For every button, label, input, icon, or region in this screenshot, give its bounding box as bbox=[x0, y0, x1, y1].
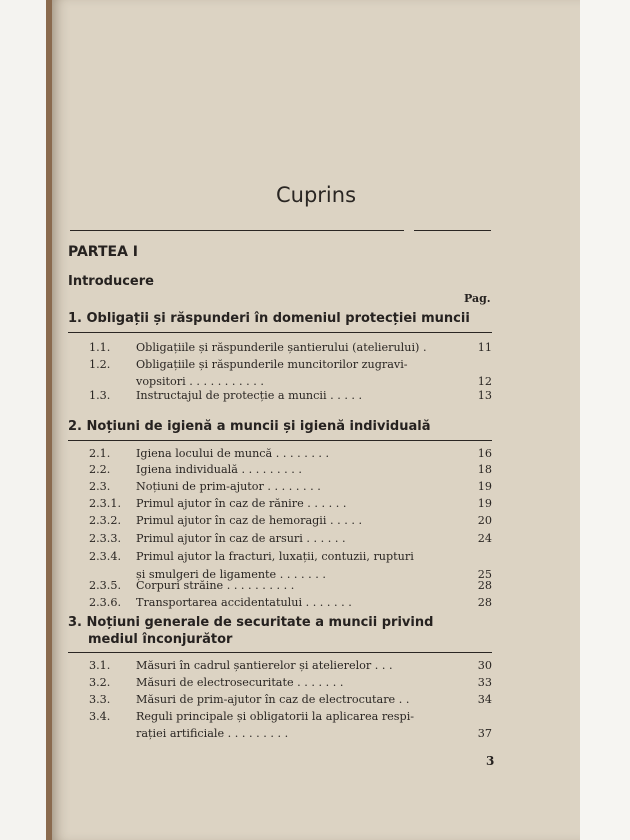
section-heading bbox=[68, 310, 470, 327]
entry-page: 11 bbox=[477, 341, 492, 354]
entry-page: 13 bbox=[477, 389, 492, 402]
toc-entry bbox=[52, 659, 580, 676]
toc-entry bbox=[52, 447, 580, 464]
entry-title: Reguli principale și obligatorii la aplicarea respi- bbox=[136, 710, 415, 723]
entry-title: și smulgeri de ligamente . . . . . . . bbox=[136, 568, 326, 581]
section-heading-line: 3. Noțiuni generale de securitate a muncii privind bbox=[68, 615, 434, 630]
entry-title: Primul ajutor în caz de arsuri . . . . . . bbox=[136, 532, 346, 545]
background-strip bbox=[580, 0, 630, 840]
entry-page: 25 bbox=[477, 568, 492, 581]
toc-entry bbox=[52, 676, 580, 693]
toc-entry bbox=[52, 389, 580, 406]
entry-number: 3.1. bbox=[89, 659, 111, 672]
entry-number: 2.3.6. bbox=[89, 596, 122, 609]
entry-number: 1.1. bbox=[89, 341, 111, 354]
entry-page: 28 bbox=[477, 596, 492, 609]
toc-entry bbox=[52, 358, 580, 375]
toc-entry bbox=[52, 550, 580, 567]
entry-page: 34 bbox=[477, 693, 492, 706]
entry-number: 2.3.5. bbox=[89, 579, 122, 592]
entry-title: Corpuri străine . . . . . . . . . . bbox=[136, 579, 295, 592]
entry-number: 2.3.3. bbox=[89, 532, 122, 545]
toc-entry bbox=[52, 596, 580, 613]
entry-page: 30 bbox=[477, 659, 492, 672]
entry-page: 33 bbox=[477, 676, 492, 689]
section-rule bbox=[68, 332, 492, 333]
entry-title: Instructajul de protecție a muncii . . . . . bbox=[136, 389, 363, 402]
entry-title: Igiena locului de muncă . . . . . . . . bbox=[136, 447, 330, 460]
entry-number: 2.2. bbox=[89, 463, 111, 476]
page-title: Cuprins bbox=[275, 183, 357, 207]
toc-entry bbox=[52, 480, 580, 497]
entry-title: Măsuri în cadrul șantierelor și atelierelor . . . bbox=[136, 659, 393, 672]
page-column-label: Pag. bbox=[464, 292, 491, 305]
title-rule-right bbox=[414, 230, 491, 231]
toc-entry bbox=[52, 693, 580, 710]
entry-title: Primul ajutor în caz de rănire . . . . . . bbox=[136, 497, 347, 510]
entry-number: 2.3. bbox=[89, 480, 111, 493]
book-page bbox=[52, 0, 580, 840]
section-rule bbox=[68, 652, 492, 653]
toc-entry bbox=[52, 514, 580, 531]
intro-heading: Introducere bbox=[68, 274, 154, 289]
entry-page: 28 bbox=[477, 579, 492, 592]
entry-title: vopsitori . . . . . . . . . . . bbox=[136, 375, 264, 388]
entry-number: 1.2. bbox=[89, 358, 111, 371]
toc-entry bbox=[52, 579, 580, 596]
entry-page: 16 bbox=[477, 447, 492, 460]
entry-title: Primul ajutor în caz de hemoragii . . . . . bbox=[136, 514, 363, 527]
entry-title: Transportarea accidentatului . . . . . . . bbox=[136, 596, 352, 609]
entry-number: 2.3.2. bbox=[89, 514, 122, 527]
entry-title: Măsuri de prim-ajutor în caz de electrocutare . . bbox=[136, 693, 410, 706]
entry-page: 19 bbox=[477, 480, 492, 493]
toc-entry bbox=[52, 532, 580, 549]
toc-entry bbox=[52, 341, 580, 358]
entry-title: Noțiuni de prim-ajutor . . . . . . . . bbox=[136, 480, 321, 493]
section-heading-line: 1. Obligații și răspunderi în domeniul protecției muncii bbox=[68, 311, 470, 326]
entry-number: 2.1. bbox=[89, 447, 111, 460]
section-heading bbox=[68, 418, 431, 435]
entry-number: 3.3. bbox=[89, 693, 111, 706]
entry-page: 12 bbox=[477, 375, 492, 388]
entry-title: Igiena individuală . . . . . . . . . bbox=[136, 463, 302, 476]
entry-title: Obligațiile și răspunderile șantierului (atelierului) . bbox=[136, 341, 427, 354]
section-heading-line: 2. Noțiuni de igienă a muncii și igienă individuală bbox=[68, 419, 431, 434]
toc-entry bbox=[52, 727, 580, 744]
entry-number: 3.4. bbox=[89, 710, 111, 723]
toc-entry bbox=[52, 497, 580, 514]
entry-title: Obligațiile și răspunderile muncitorilor zugravi- bbox=[136, 358, 408, 371]
section-heading-line: mediul înconjurător bbox=[88, 632, 233, 647]
page-number: 3 bbox=[486, 754, 495, 768]
entry-title: Măsuri de electrosecuritate . . . . . . . bbox=[136, 676, 344, 689]
toc-entry bbox=[52, 710, 580, 727]
entry-title: rației artificiale . . . . . . . . . bbox=[136, 727, 289, 740]
entry-number: 2.3.1. bbox=[89, 497, 122, 510]
entry-page: 18 bbox=[477, 463, 492, 476]
section-heading bbox=[68, 614, 433, 648]
entry-number: 1.3. bbox=[89, 389, 111, 402]
title-rule-left bbox=[70, 230, 404, 231]
entry-page: 19 bbox=[477, 497, 492, 510]
entry-page: 20 bbox=[477, 514, 492, 527]
part-heading: PARTEA I bbox=[68, 244, 138, 260]
entry-title: Primul ajutor la fracturi, luxații, contuzii, rupturi bbox=[136, 550, 414, 563]
toc-entry bbox=[52, 463, 580, 480]
entry-number: 2.3.4. bbox=[89, 550, 122, 563]
section-rule bbox=[68, 440, 492, 441]
entry-number: 3.2. bbox=[89, 676, 111, 689]
entry-page: 37 bbox=[477, 727, 492, 740]
entry-page: 24 bbox=[477, 532, 492, 545]
